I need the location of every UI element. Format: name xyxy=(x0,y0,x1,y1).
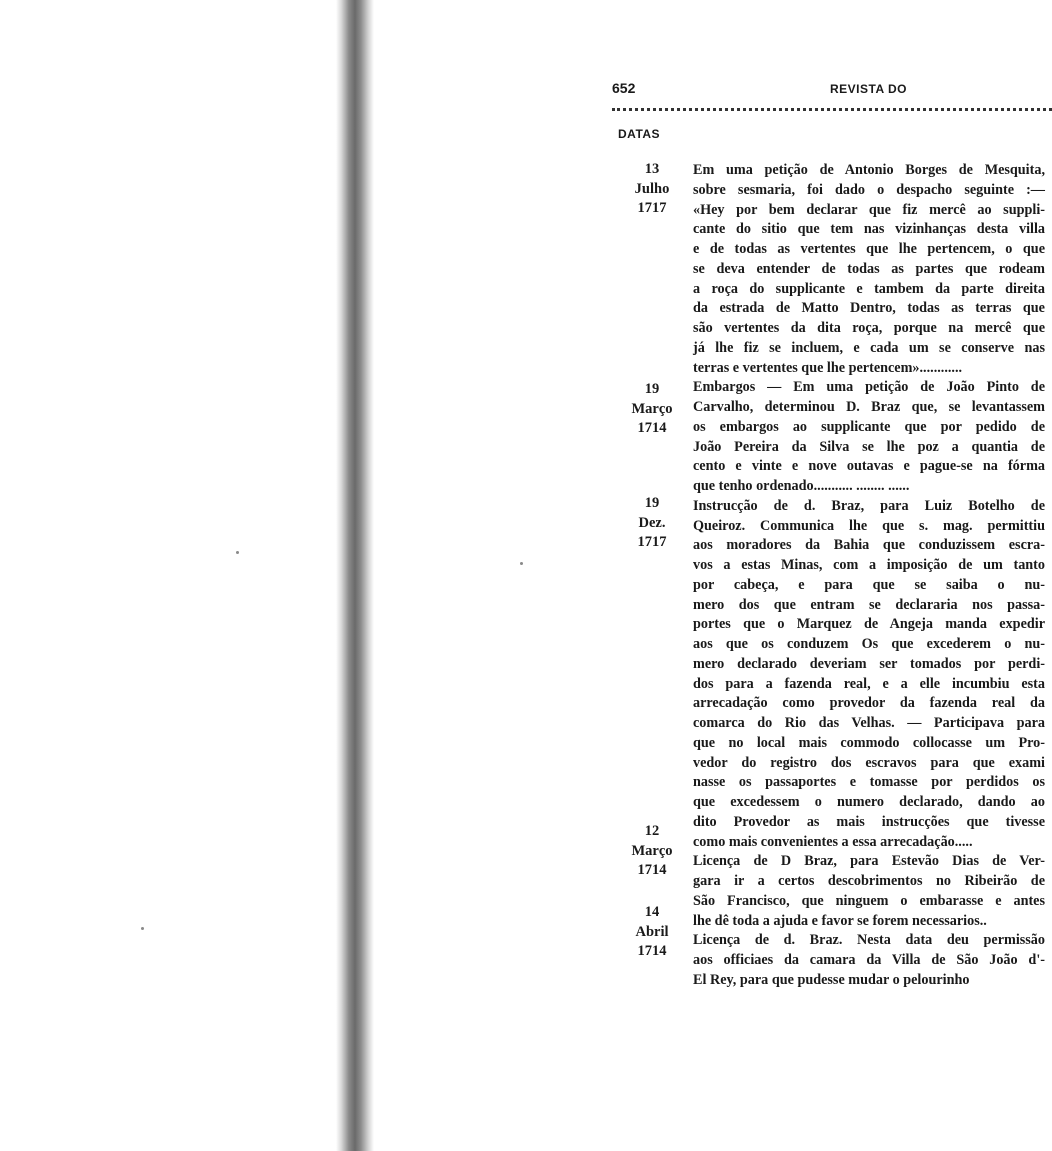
text-line: El Rey, para que pudesse mudar o pelourinho xyxy=(693,971,970,988)
text-line: Licença de d. Braz. Nesta data deu permissão xyxy=(693,932,1045,949)
book-spine-shadow xyxy=(336,0,374,1151)
text-line: que no local mais commodo collocasse um Pro- xyxy=(693,734,1045,751)
text-line: lhe dê toda a ajuda e favor se forem necessarios.. xyxy=(693,912,987,929)
date-month: Julho xyxy=(634,180,670,197)
text-line: arrecadação como provedor da fazenda real da xyxy=(693,695,1045,712)
date-entry xyxy=(612,903,692,962)
page-header xyxy=(612,78,1052,111)
scan-speck xyxy=(236,551,239,554)
text-line: João Pereira da Silva se lhe poz a quantia de xyxy=(693,438,1045,455)
text-line: «Hey por bem declarar que fiz mercê ao suppli- xyxy=(693,201,1045,218)
text-line: da estrada de Matto Dentro, todas as terras que xyxy=(693,300,1045,317)
date-day: 12 xyxy=(644,823,660,839)
date-day: 19 xyxy=(644,495,660,511)
date-entry xyxy=(612,160,692,219)
text-line: Em uma petição de Antonio Borges de Mesquita, xyxy=(693,162,1045,178)
text-line: dos para a fazenda real, e a elle incumbiu esta xyxy=(693,675,1045,692)
text-line: aos que os conduzem Os que excederem o nu- xyxy=(693,636,1045,652)
text-line: aos moradores da Bahia que conduzissem escra- xyxy=(693,537,1045,554)
text-line: cento e vinte e nove outavas e pague-se na fórma xyxy=(693,458,1045,475)
text-line: nasse os passaportes e tomasse por perdidos os xyxy=(693,774,1045,791)
date-month: Abril xyxy=(635,923,669,940)
date-entry xyxy=(612,822,692,881)
scan-speck xyxy=(141,927,144,930)
text-line: já lhe fiz se incluem, e cada um se conserve nas xyxy=(693,339,1045,356)
date-month: Março xyxy=(631,400,673,417)
text-line: aos officiaes da camara da Villa de São João d'- xyxy=(693,952,1045,968)
text-line: Instrucção de d. Braz, para Luiz Botelho de xyxy=(693,497,1045,514)
text-line: terras e vertentes que lhe pertencem»............ xyxy=(693,359,963,376)
text-line: cante do sitio que tem nas vizinhanças desta villa xyxy=(693,221,1045,238)
text-line: são vertentes da dita roça, porque na mercê que xyxy=(693,320,1045,336)
date-month: Março xyxy=(631,842,673,859)
date-entry xyxy=(612,494,692,553)
text-line: que excedessem o numero declarado, dando ao xyxy=(693,794,1045,810)
text-line: dito Provedor as mais instrucções que tivesse xyxy=(693,813,1045,830)
text-line: Licença de D Braz, para Estevão Dias de Ver- xyxy=(693,853,1045,870)
text-line: mero declarado deveriam ser tomados por perdi- xyxy=(693,655,1045,672)
date-year: 1714 xyxy=(637,943,667,960)
text-line: mero dos que entram se declararia nos passa- xyxy=(693,596,1045,613)
date-year: 1717 xyxy=(637,534,667,551)
running-head: REVISTA DO xyxy=(830,82,908,96)
date-month: Dez. xyxy=(638,514,666,531)
text-line: vos a estas Minas, com a imposição de um tanto xyxy=(693,557,1045,573)
date-year: 1717 xyxy=(637,200,667,217)
date-day: 13 xyxy=(644,161,660,177)
text-line: e de todas as vertentes que lhe pertencem, o que xyxy=(693,241,1045,257)
date-day: 14 xyxy=(644,904,660,920)
text-line: comarca do Rio das Velhas. — Participava para xyxy=(693,715,1045,731)
date-year: 1714 xyxy=(637,862,667,879)
text-line: Queiroz. Communica lhe que s. mag. permittiu xyxy=(693,517,1045,534)
text-line: por cabeça, e para que se saiba o nu- xyxy=(693,576,1045,593)
date-year: 1714 xyxy=(637,420,667,437)
text-line: São Francisco, que ninguem o embarasse e antes xyxy=(693,892,1045,909)
text-line: Embargos — Em uma petição de João Pinto de xyxy=(693,379,1045,396)
text-line: se deva entender de todas as partes que rodeam xyxy=(693,260,1045,277)
dates-column-heading: DATAS xyxy=(618,127,661,141)
text-line: gara ir a certos descobrimentos no Ribeirão de xyxy=(693,873,1045,889)
page-number: 652 xyxy=(612,80,636,96)
text-line: Carvalho, determinou D. Braz que, se levantassem xyxy=(693,399,1045,415)
text-line: que tenho ordenado........... ........ ...... xyxy=(693,478,910,494)
text-line: a roça do supplicante e tambem da parte direita xyxy=(693,280,1045,297)
text-line: vedor do registro dos escravos para que exami xyxy=(693,754,1045,771)
text-line: sobre sesmaria, foi dado o despacho seguinte :— xyxy=(693,181,1045,198)
text-line: como mais convenientes a essa arrecadação..... xyxy=(693,833,973,850)
text-line: os embargos ao supplicante que por pedido de xyxy=(693,418,1045,435)
date-entry xyxy=(612,380,692,439)
date-day: 19 xyxy=(644,381,660,397)
scan-speck xyxy=(520,562,523,565)
text-line: portes que o Marquez de Angeja manda expedir xyxy=(693,616,1045,633)
